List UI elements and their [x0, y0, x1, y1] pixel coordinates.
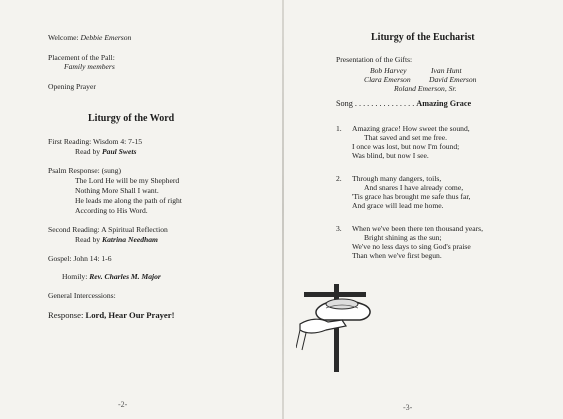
second-reader-name: Katrina Needham — [102, 235, 158, 244]
intercessions: General Intercessions: — [48, 291, 116, 300]
verse-line: And grace will lead me home. — [352, 201, 444, 210]
psalm-label: Psalm Response: — [48, 166, 100, 175]
gifts-label: Presentation of the Gifts: — [336, 55, 413, 64]
psalm-note: (sung) — [101, 166, 121, 175]
liturgy-word-heading: Liturgy of the Word — [88, 113, 175, 124]
psalm-line — [48, 166, 121, 175]
gospel-line — [48, 254, 112, 263]
song-title: Amazing Grace — [416, 99, 472, 108]
verse-number: 1. — [336, 124, 342, 133]
first-reading-label: First Reading: — [48, 137, 92, 146]
psalm-line-2: Nothing More Shall I want. — [75, 186, 159, 195]
psalm-line-4: According to His Word. — [75, 206, 148, 215]
verse-line: 'Tis grace has brought me safe thus far, — [352, 192, 471, 201]
gospel-label: Gospel: — [48, 254, 72, 263]
second-read-by — [75, 235, 158, 244]
right-page — [284, 0, 563, 419]
verse-number: 3. — [336, 224, 342, 233]
gift-name-4: David Emerson — [429, 75, 477, 84]
verse-line: Through many dangers, toils, — [352, 174, 442, 183]
verse-line: When we've been there ten thousand years, — [352, 224, 484, 233]
chalice-bread-cross-illustration — [296, 278, 396, 378]
response-label: Response: — [48, 310, 84, 320]
second-reading-ref: A Spiritual Reflection — [101, 225, 168, 234]
psalm-line-1: The Lord He will be my Shepherd — [75, 176, 180, 185]
welcome-line — [48, 33, 131, 42]
pall-label: Placement of the Pall: — [48, 53, 115, 62]
liturgy-eucharist-heading: Liturgy of the Eucharist — [371, 32, 475, 43]
homily-line — [62, 272, 161, 281]
welcome-name: Debbie Emerson — [80, 33, 132, 42]
gift-name-3: Clara Emerson — [364, 75, 411, 84]
verse-line: Bright shining as the sun; — [364, 233, 442, 242]
first-reading-line — [48, 137, 142, 146]
verse-line: That saved and set me free. — [364, 133, 448, 142]
gift-name-2: Ivan Hunt — [431, 66, 462, 75]
page-number-left: -2- — [118, 400, 128, 409]
first-reader-name: Paul Swets — [102, 147, 137, 156]
opening-prayer: Opening Prayer — [48, 82, 96, 91]
verse-number: 2. — [336, 174, 342, 183]
gift-name-1: Bob Harvey — [370, 66, 407, 75]
response-line — [48, 311, 174, 320]
gospel-ref: John 14: 1-6 — [73, 254, 112, 263]
page-number-right: -3- — [403, 403, 413, 412]
second-reading-line — [48, 225, 168, 234]
gift-name-5: Roland Emerson, Sr. — [394, 84, 457, 93]
first-reading-ref: Wisdom 4: 7-15 — [93, 137, 143, 146]
song-line — [336, 99, 471, 108]
second-reading-label: Second Reading: — [48, 225, 100, 234]
song-label: Song . . . . . . . . . . . . . . . — [336, 99, 415, 108]
verse-line: I once was lost, but now I'm found; — [352, 142, 460, 151]
psalm-line-3: He leads me along the path of right — [75, 196, 182, 205]
homily-label: Homily: — [62, 272, 88, 281]
response-text: Lord, Hear Our Prayer! — [85, 310, 175, 320]
verse-line: Amazing grace! How sweet the sound, — [352, 124, 470, 133]
verse-line: Than when we've first begun. — [352, 251, 442, 260]
left-page — [0, 0, 281, 419]
read-by-label: Read by — [75, 235, 101, 244]
verse-line: We've no less days to sing God's praise — [352, 242, 471, 251]
read-by-label: Read by — [75, 147, 101, 156]
verse-line: And snares I have already come, — [364, 183, 464, 192]
verse-line: Was blind, but now I see. — [352, 151, 429, 160]
first-read-by — [75, 147, 136, 156]
pall-value: Family members — [64, 62, 115, 71]
welcome-label: Welcome: — [48, 33, 79, 42]
homily-name: Rev. Charles M. Major — [89, 272, 161, 281]
